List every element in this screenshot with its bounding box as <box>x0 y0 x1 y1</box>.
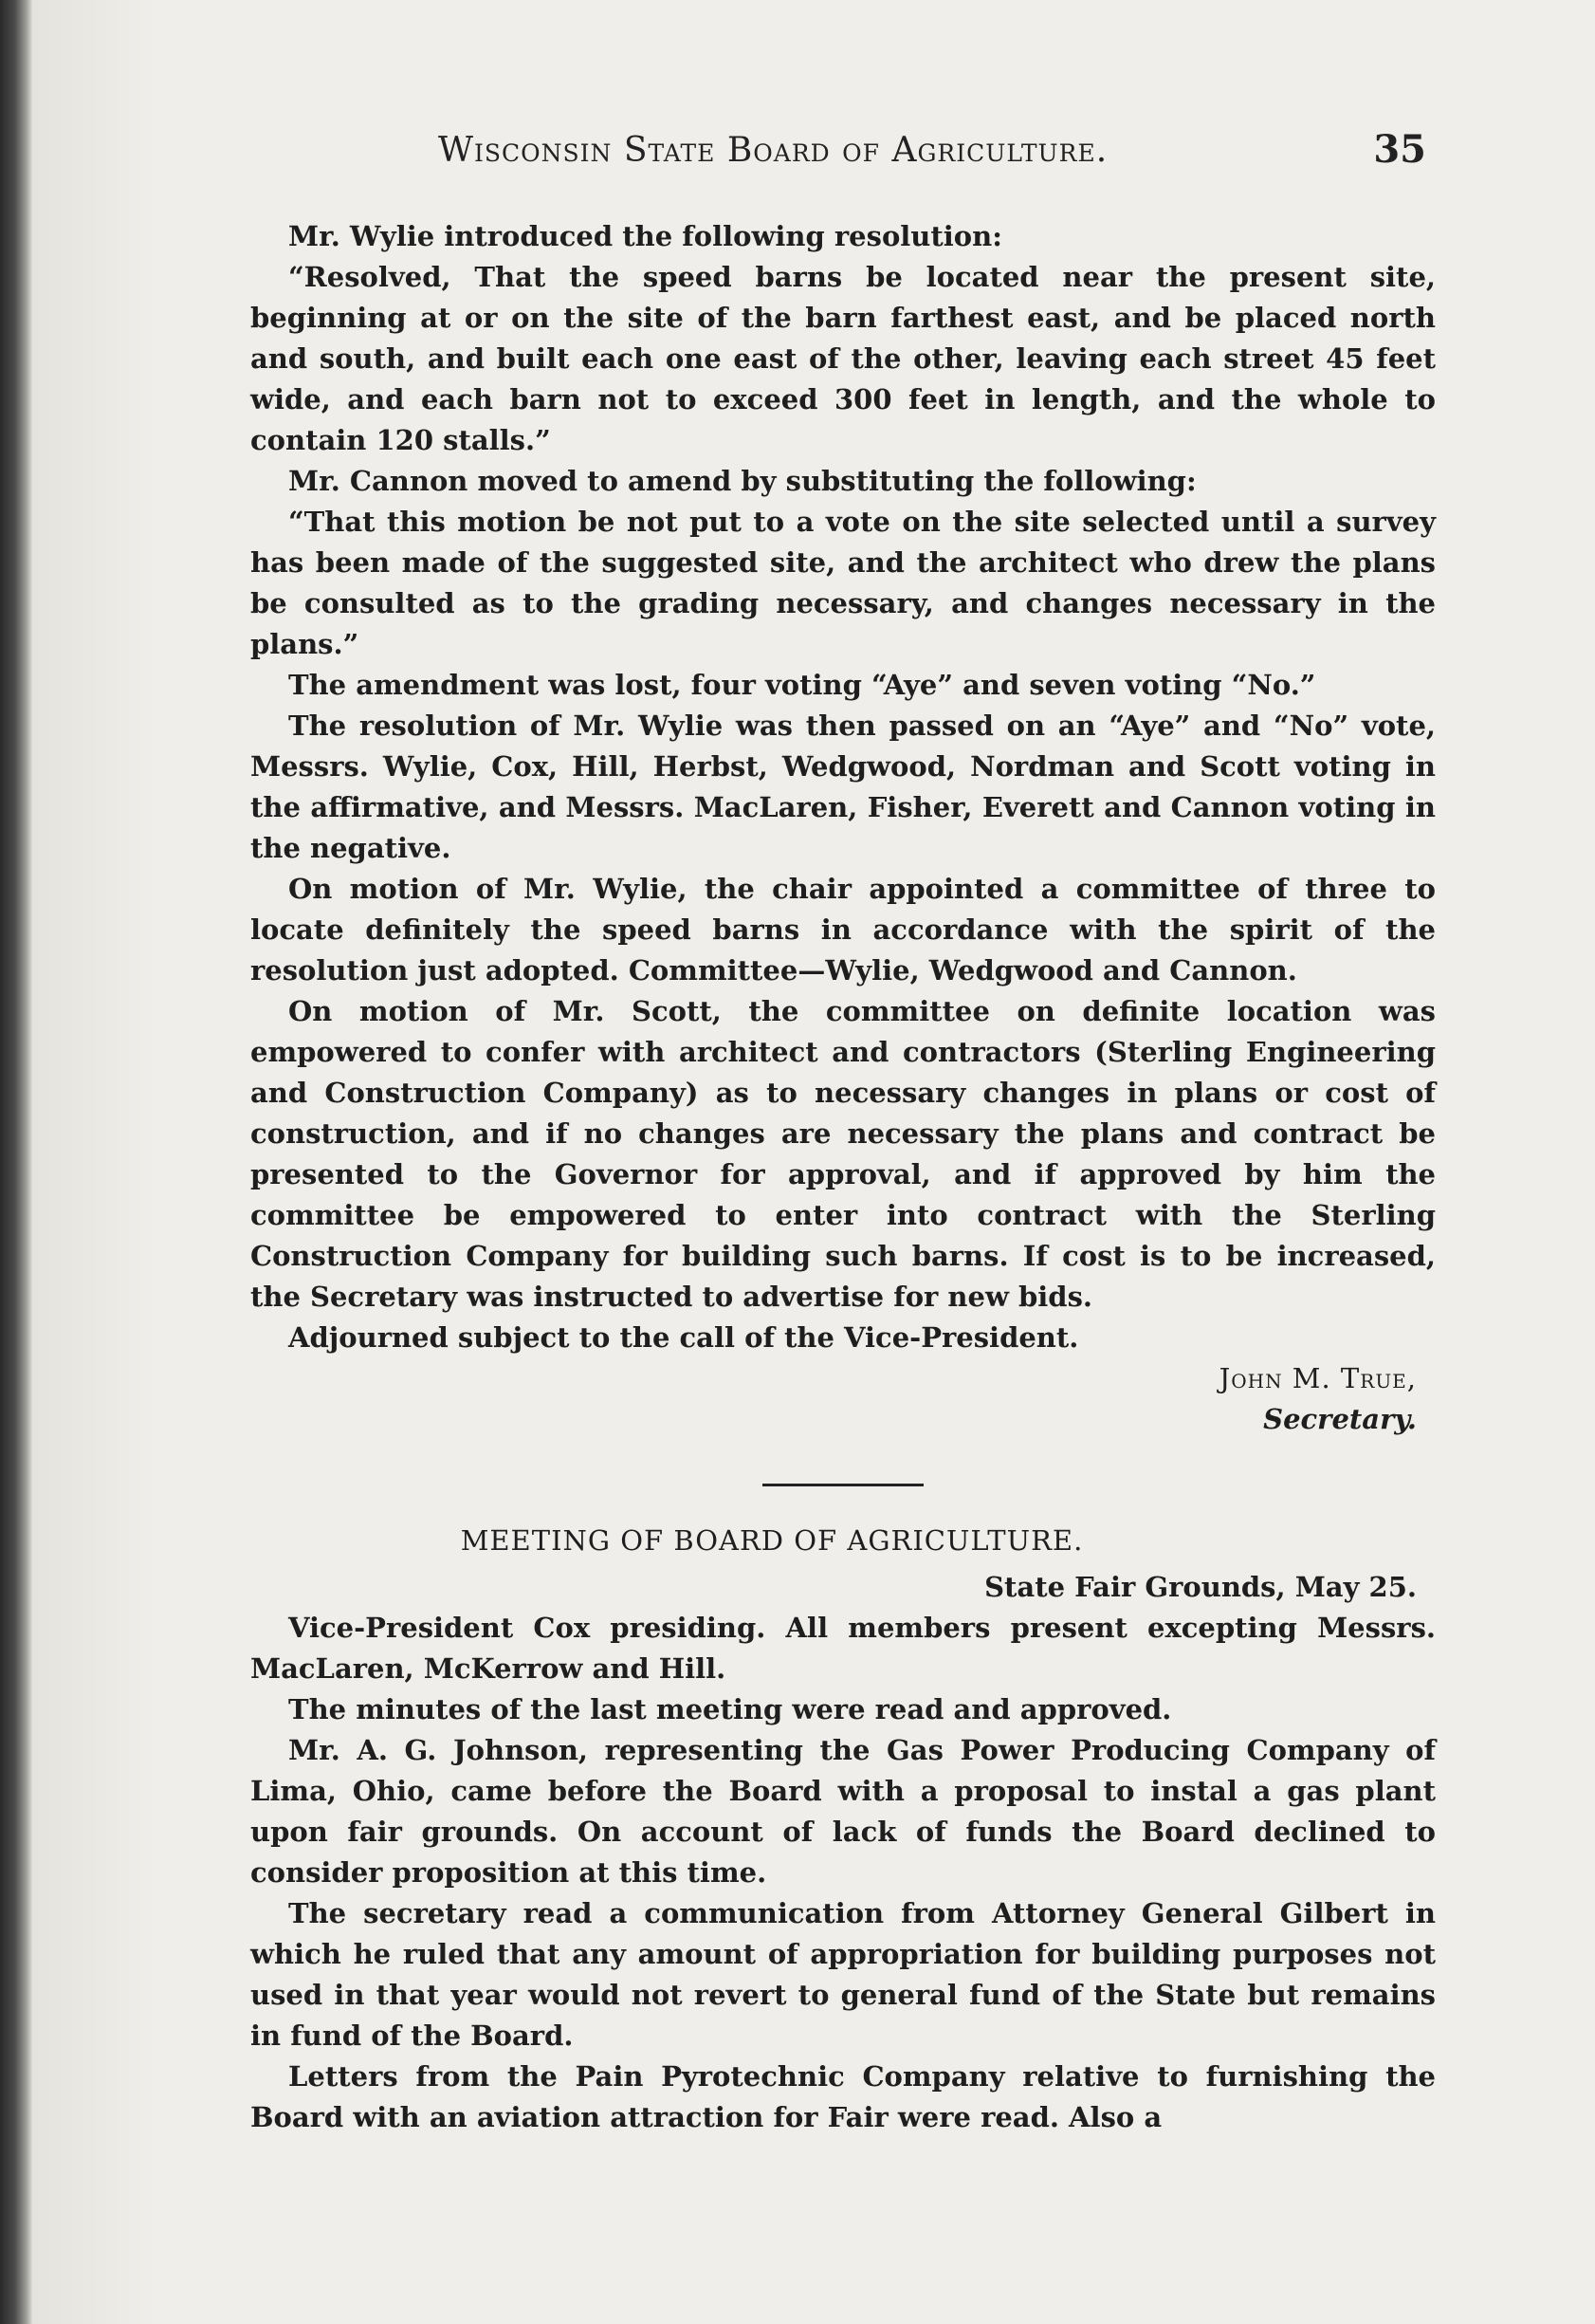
page-header <box>222 123 1426 180</box>
paragraph: Letters from the Pain Pyrotechnic Company relative to furnishing the Board with an aviation attraction for Fair were read. Also a <box>250 2060 1436 2133</box>
running-title: Wisconsin State Board of Agriculture. <box>438 131 1109 170</box>
paragraph: “Resolved, That the speed barns be located near the present site, beginning at or on the site of the barn farthest east, and be placed north and south, and built each one east of the other, leaving each street 45 feet wide, and each barn not to exceed 300 feet in length, and the whole to contain 120 stalls.” <box>250 261 1436 456</box>
body-text <box>250 216 1436 2138</box>
page-number: 35 <box>1373 127 1426 172</box>
paragraph: On motion of Mr. Scott, the committee on definite location was empowered to confer with architect and contractors (Sterling Engineering and Construction Company) as to necessary changes in plans or cost of construction, and if no changes are necessary the plans and contract be presented to the Governor for approval, and if approved by him the committee be empowered to enter into contract with the Sterling Construction Company for building such barns. If cost is to be increased, the Secretary was instructed to advertise for new bids. <box>250 995 1436 1313</box>
paragraph: The secretary read a communication from Attorney General Gilbert in which he ruled that any amount of appropriation for building purposes not used in that year would not revert to general fund of the State but remains in fund of the Board. <box>250 1897 1436 2052</box>
book-spine-shadow <box>0 0 32 2324</box>
paragraph: The amendment was lost, four voting “Aye” and seven voting “No.” <box>288 669 1316 701</box>
paragraph: On motion of Mr. Wylie, the chair appointed a committee of three to locate definitely the speed barns in accordance with the spirit of the resolution just adopted. Committee—Wylie, Wedgwood and Cannon. <box>250 873 1436 987</box>
section-divider <box>762 1484 924 1486</box>
dateline: State Fair Grounds, May 25. <box>984 1571 1417 1603</box>
paragraph: Adjourned subject to the call of the Vice-President. <box>288 1321 1079 1354</box>
paragraph: The minutes of the last meeting were read and approved. <box>288 1693 1172 1725</box>
signature-name: John M. True, <box>1219 1362 1417 1394</box>
signature-block <box>250 1358 1417 1440</box>
paragraph: Mr. Cannon moved to amend by substituting the following: <box>288 465 1197 497</box>
paragraph: Mr. Wylie introduced the following resolution: <box>288 220 1002 252</box>
book-page <box>32 0 1595 2324</box>
section-heading: MEETING OF BOARD OF AGRICULTURE. <box>460 1524 1084 1557</box>
paragraph: “That this motion be not put to a vote on the site selected until a survey has been made of the suggested site, and the architect who drew the plans be consulted as to the grading necessary, and changes necessary in the plans.” <box>250 506 1436 660</box>
paragraph: The resolution of Mr. Wylie was then passed on an “Aye” and “No” vote, Messrs. Wylie, Cox, Hill, Herbst, Wedgwood, Nordman and Scott voting in the affirmative, and Messrs. MacLaren, Fisher, Everett and Cannon voting in the negative. <box>250 710 1436 864</box>
paragraph: Vice-President Cox presiding. All members present excepting Messrs. MacLaren, McKerrow and Hill. <box>250 1612 1436 1685</box>
paragraph: Mr. A. G. Johnson, representing the Gas Power Producing Company of Lima, Ohio, came before the Board with a proposal to instal a gas plant upon fair grounds. On account of lack of funds the Board declined to consider proposition at this time. <box>250 1734 1436 1889</box>
signature-title: Secretary. <box>1263 1403 1417 1435</box>
